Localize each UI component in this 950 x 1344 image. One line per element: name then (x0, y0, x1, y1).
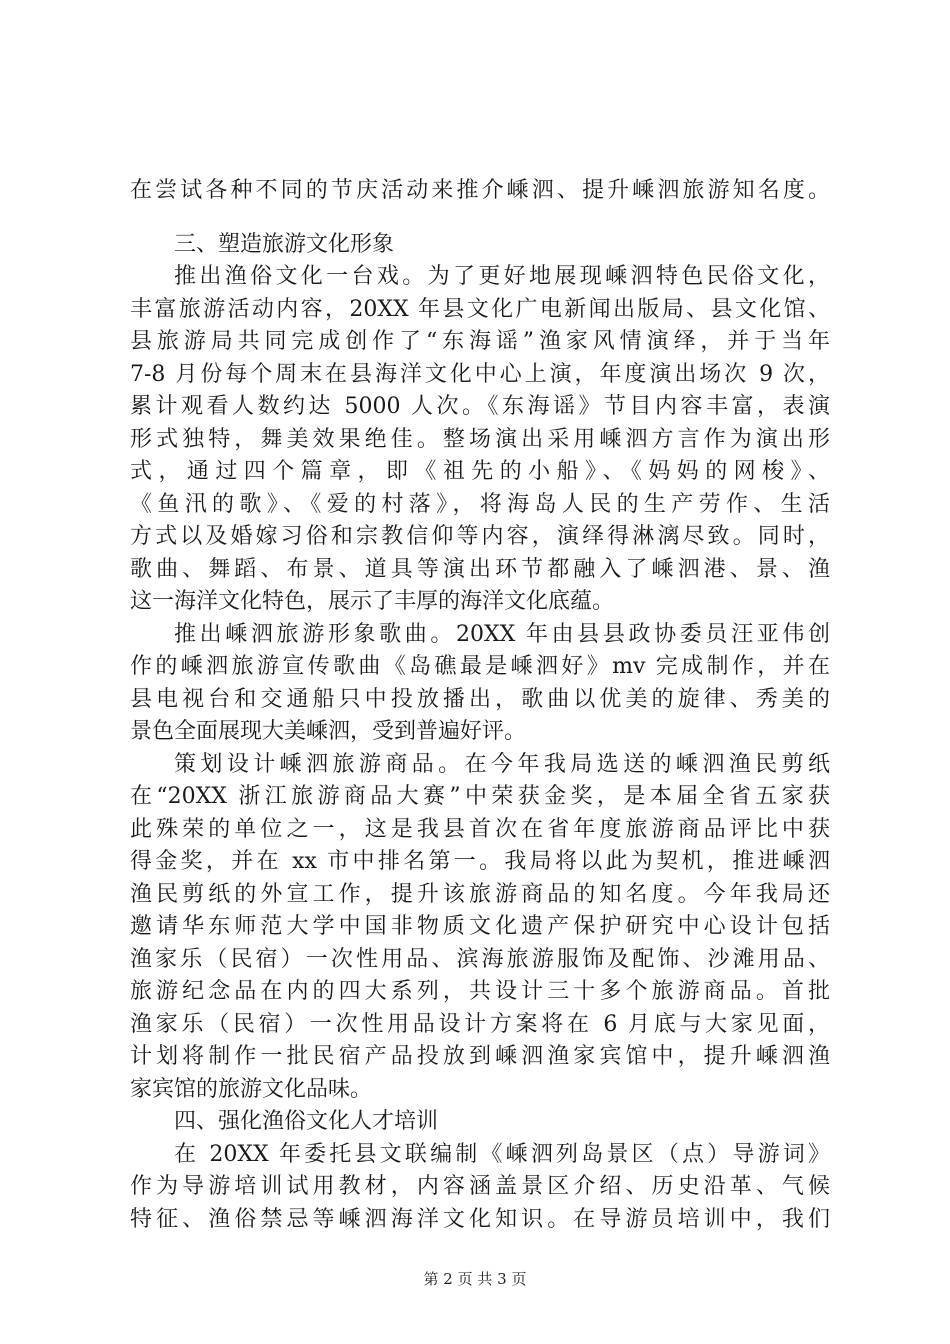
text-line: 形式独特，舞美效果绝佳。整场演出采用嵊泗方言作为演出形 (130, 426, 830, 452)
text-line: 计划将制作一批民宿产品投放到嵊泗渔家宾馆中，提升嵊泗渔 (130, 1044, 830, 1069)
text-line: 渔家乐（民宿）一次性用品设计方案将在 6 月底与大家见面， (130, 1011, 830, 1037)
text-line: 作为导游培训试用教材，内容涵盖景区介绍、历史沿革、气候 (130, 1174, 830, 1199)
text-line: 旅游纪念品在内的四大系列，共设计三十多个旅游商品。首批 (130, 979, 830, 1004)
text-line: 歌曲、舞蹈、布景、道具等演出环节都融入了嵊泗港、景、渔 (130, 556, 830, 582)
text-line: 景色全面展现大美嵊泗，受到普遍好评。 (130, 719, 527, 744)
text-line: 累计观看人数约达 5000 人次。《东海谣》节目内容丰富，表演 (130, 394, 830, 419)
text-line: 这一海洋文化特色，展示了丰厚的海洋文化底蕴。 (130, 589, 615, 614)
text-line: 策划设计嵊泗旅游商品。在今年我局选送的嵊泗渔民剪纸 (174, 751, 830, 777)
text-line: 《鱼汛的歌》、《爱的村落》，将海岛人民的生产劳作、生活 (130, 491, 830, 517)
text-line: 在尝试各种不同的节庆活动来推介嵊泗、提升嵊泗旅游知名度。 (130, 178, 830, 203)
text-line: 邀请华东师范大学中国非物质文化遗产保护研究中心设计包括 (130, 914, 830, 939)
text-line: 在 20XX 年委托县文联编制《嵊泗列岛景区（点）导游词》 (174, 1141, 830, 1167)
text-line: 家宾馆的旅游文化品味。 (130, 1076, 373, 1102)
section-heading-4: 四、强化渔俗文化人才培训 (174, 1109, 439, 1134)
text-line: 推出渔俗文化一台戏。为了更好地展现嵊泗特色民俗文化， (174, 264, 830, 289)
text-line: 在“20XX 浙江旅游商品大赛”中荣获金奖，是本届全省五家获 (130, 784, 830, 809)
text-line: 渔民剪纸的外宣工作，提升该旅游商品的知名度。今年我局还 (130, 881, 830, 907)
text-line: 丰富旅游活动内容，20XX 年县文化广电新闻出版局、县文化馆、 (130, 296, 830, 322)
text-line: 特征、渔俗禁忌等嵊泗海洋文化知识。在导游员培训中，我们 (130, 1206, 830, 1232)
document-body (130, 175, 830, 1236)
text-line: 渔家乐（民宿）一次性用品、滨海旅游服饰及配饰、沙滩用品、 (130, 946, 830, 972)
text-line: 作的嵊泗旅游宣传歌曲《岛礁最是嵊泗好》mv 完成制作，并在 (130, 654, 830, 679)
text-line: 7-8 月份每个周末在县海洋文化中心上演，年度演出场次 9 次， (130, 361, 830, 387)
paragraph-gap (130, 208, 830, 229)
text-line: 县电视台和交通船只中投放播出，歌曲以优美的旋律、秀美的 (130, 686, 830, 712)
text-line: 得金奖，并在 xx 市中排名第一。我局将以此为契机，推进嵊泗 (130, 849, 830, 874)
text-line: 方式以及婚嫁习俗和宗教信仰等内容，演绎得淋漓尽致。同时， (130, 524, 830, 549)
text-line: 此殊荣的单位之一，这是我县首次在省年度旅游商品评比中获 (130, 816, 830, 842)
text-line: 县旅游局共同完成创作了“东海谣”渔家风情演绎，并于当年 (130, 329, 830, 354)
text-line: 推出嵊泗旅游形象歌曲。20XX 年由县县政协委员汪亚伟创 (174, 621, 830, 647)
section-heading-3: 三、塑造旅游文化形象 (174, 231, 395, 257)
page-footer: 第 2 页 共 3 页 (423, 1270, 527, 1288)
text-line: 式，通过四个篇章，即《祖先的小船》、《妈妈的网梭》、 (130, 459, 830, 484)
